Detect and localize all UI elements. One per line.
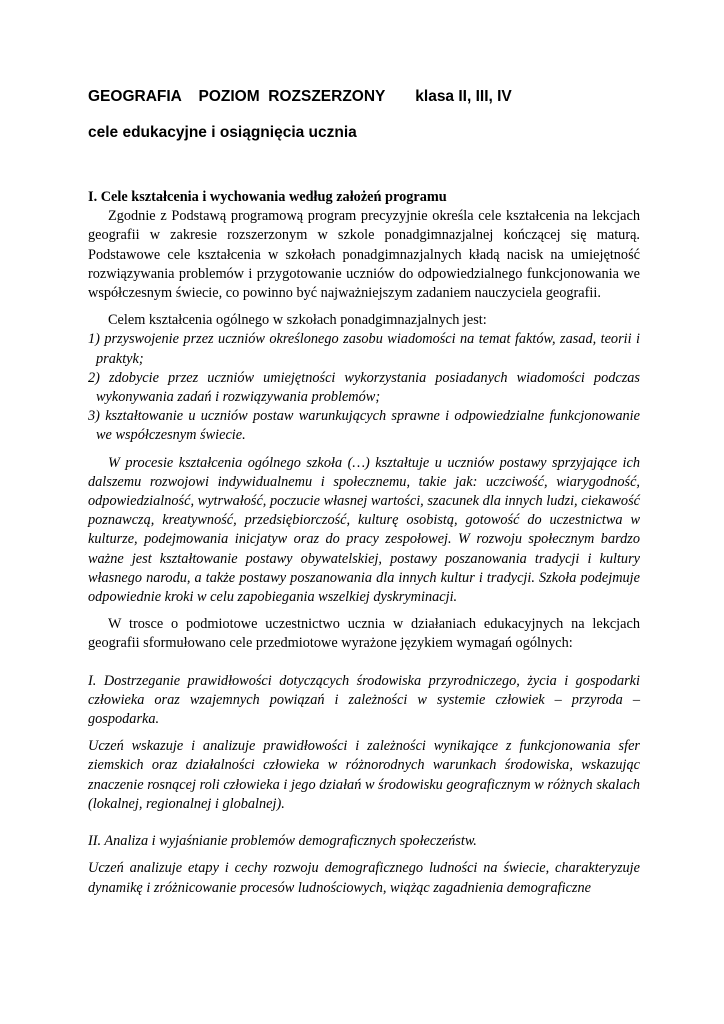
title-right: klasa II, III, IV (415, 88, 512, 105)
paragraph-subject-goals: W trosce o podmiotowe uczestnictwo ucznia w działaniach edukacyjnych na lekcjach geografii sformułowano cele przedmiotowe wyrażone językiem wymagań ogólnych: (88, 616, 640, 652)
requirement-1-text: Uczeń wskazuje i analizuje prawidłowości i zależności wynikające z funkcjonowania sfer ziemskich oraz działalności człowieka w różnorodnych warunkach środowiska, wskazując znaczenie rosnącej roli człowieka i jego działań w środowisku geograficznym w różnych skalach (lokalnej, regionalnej i globalnej). (88, 738, 640, 812)
requirement-2-text: Uczeń analizuje etapy i cechy rozwoju demograficznego ludności na świecie, charakteryzuje dynamikę i zróżnicowanie procesów ludnościowych, wiążąc zagadnienia demograficzne (88, 860, 640, 896)
document-subtitle: cele edukacyjne i osiągnięcia ucznia (88, 124, 357, 141)
document-body (88, 188, 640, 898)
paragraph-attitudes: W procesie kształcenia ogólnego szkoła (…) kształtuje u uczniów postawy sprzyjające ich dalszemu rozwojowi indywidualnemu i społecznemu, takie jak: uczciwość, wiarygodność, odpowiedzialność, wytrwałość, poczucie własnej wartości, szacunek dla innych ludzi, ciekawość poznawczą, kreatywność, przedsiębiorczość, kulturę osobistą, gotowość do uczestnictwa w kulturze, podejmowania inicjatyw oraz do pracy zespołowej. W rozwoju społecznym bardzo ważne jest kształtowanie postawy obywatelskiej, postawy poszanowania tradycji i kultury własnego narodu, a także postawy poszanowania dla innych kultur i tradycji. Szkoła podejmuje odpowiednie kroki w celu zapobiegania wszelkiej dyskryminacji. (88, 454, 640, 606)
requirement-1-title: I. Dostrzeganie prawidłowości dotyczących środowiska przyrodniczego, życia i gospodarki człowieka oraz wzajemnych powiązań i zależności w systemie człowiek – przyroda – gospodarka. (88, 672, 640, 728)
goal-item-1: 1) przyswojenie przez uczniów określonego zasobu wiadomości na temat faktów, zasad, teorii i praktyk; (88, 331, 640, 367)
document-title (88, 88, 512, 106)
paragraph-intro: Zgodnie z Podstawą programową program precyzyjnie określa cele kształcenia na lekcjach geografii w zakresie rozszerzonym w szkole ponadgimnazjalnej kończącej się maturą. Podstawowe cele kształcenia w szkołach ponadgimnazjalnych kładą nacisk na umiejętność rozwiązywania problemów i przygotowanie uczniów do odpowiedzialnego funkcjonowania we współczesnym świecie, co powinno być najważniejszym zadaniem nauczyciela geografii. (88, 208, 640, 302)
paragraph-goals-lead: Celem kształcenia ogólnego w szkołach ponadgimnazjalnych jest: (108, 312, 487, 329)
goal-item-2: 2) zdobycie przez uczniów umiejętności wykorzystania posiadanych wiadomości podczas wykonywania zadań i rozwiązywania problemów; (88, 369, 640, 406)
goal-item-3: 3) kształtowanie u uczniów postaw warunkujących sprawne i odpowiedzialne funkcjonowanie we współczesnym świecie. (88, 408, 640, 444)
requirement-2-title: II. Analiza i wyjaśnianie problemów demograficznych społeczeństw. (88, 833, 477, 850)
section-title: I. Cele kształcenia i wychowania według założeń programu (88, 189, 447, 205)
title-left: GEOGRAFIA POZIOM ROZSZERZONY (88, 88, 386, 105)
